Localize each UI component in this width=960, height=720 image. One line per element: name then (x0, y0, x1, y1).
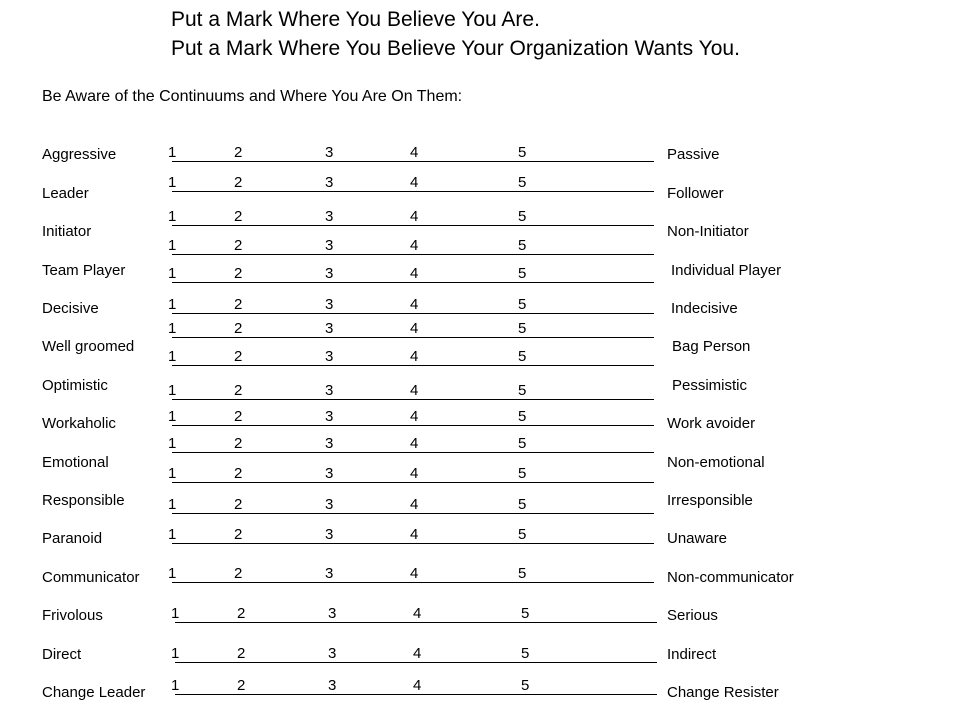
scale-number: 1 (168, 465, 177, 482)
rating-scale-row[interactable] (168, 349, 658, 369)
scale-number: 2 (237, 677, 246, 694)
scale-number: 5 (521, 605, 530, 622)
scale-number: 3 (325, 296, 334, 313)
scale-number: 5 (518, 565, 527, 582)
left-label: Emotional (42, 454, 109, 471)
left-label: Communicator (42, 569, 140, 586)
scale-number: 5 (518, 496, 527, 513)
scale-number: 5 (521, 677, 530, 694)
rating-scale-row[interactable] (168, 321, 658, 341)
scale-number: 1 (168, 526, 177, 543)
rating-scale-row[interactable] (168, 238, 658, 258)
scale-line (175, 622, 657, 623)
scale-number: 2 (234, 408, 243, 425)
scale-line (172, 425, 654, 426)
scale-number: 1 (171, 605, 180, 622)
scale-number: 1 (168, 174, 177, 191)
scale-line (172, 191, 654, 192)
scale-number: 3 (325, 465, 334, 482)
scale-number: 1 (168, 382, 177, 399)
right-label: Indirect (667, 646, 717, 663)
scale-number: 2 (234, 565, 243, 582)
left-label: Frivolous (42, 607, 103, 624)
rating-scale-row[interactable] (168, 266, 658, 286)
scale-line (172, 482, 654, 483)
left-label: Aggressive (42, 146, 117, 163)
scale-number: 1 (168, 408, 177, 425)
scale-number: 1 (168, 237, 177, 254)
scale-line (172, 225, 654, 226)
scale-number: 3 (325, 496, 334, 513)
scale-number: 5 (518, 237, 527, 254)
title-line-1: Put a Mark Where You Believe You Are. (171, 8, 540, 31)
rating-scale-row[interactable] (168, 209, 658, 229)
scale-number: 3 (325, 174, 334, 191)
scale-line (172, 543, 654, 544)
scale-number: 4 (410, 144, 419, 161)
scale-number: 4 (410, 208, 419, 225)
scale-number: 1 (168, 496, 177, 513)
right-label: Change Resister (667, 684, 779, 701)
rating-scale-row[interactable] (168, 566, 658, 586)
right-label: Non-communicator (667, 569, 794, 586)
scale-number: 2 (234, 265, 243, 282)
scale-line (172, 313, 654, 314)
scale-line (175, 694, 657, 695)
scale-number: 1 (168, 348, 177, 365)
scale-number: 4 (410, 237, 419, 254)
scale-number: 5 (518, 348, 527, 365)
scale-number: 2 (234, 435, 243, 452)
left-label: Decisive (42, 300, 99, 317)
scale-number: 1 (171, 677, 180, 694)
scale-line (172, 582, 654, 583)
right-label: Non-Initiator (667, 223, 749, 240)
scale-number: 4 (410, 565, 419, 582)
scale-number: 5 (518, 320, 527, 337)
scale-number: 3 (328, 605, 337, 622)
rating-scale-row[interactable] (171, 646, 661, 666)
left-label: Workaholic (42, 415, 116, 432)
scale-line (172, 282, 654, 283)
scale-number: 4 (410, 382, 419, 399)
scale-number: 5 (518, 296, 527, 313)
scale-number: 5 (518, 174, 527, 191)
rating-scale-row[interactable] (168, 527, 658, 547)
left-label: Optimistic (42, 377, 108, 394)
scale-number: 4 (410, 526, 419, 543)
scale-number: 2 (234, 465, 243, 482)
scale-number: 3 (325, 144, 334, 161)
rating-scale-row[interactable] (168, 436, 658, 456)
right-label: Serious (667, 607, 718, 624)
right-label: Indecisive (671, 300, 738, 317)
left-label: Team Player (42, 262, 126, 279)
scale-number: 4 (410, 348, 419, 365)
right-label: Irresponsible (667, 492, 753, 509)
left-label: Well groomed (42, 338, 135, 355)
scale-number: 4 (410, 435, 419, 452)
scale-number: 5 (518, 465, 527, 482)
scale-number: 2 (234, 526, 243, 543)
scale-number: 3 (325, 237, 334, 254)
scale-number: 1 (171, 645, 180, 662)
scale-number: 3 (325, 526, 334, 543)
scale-number: 3 (325, 348, 334, 365)
scale-number: 2 (234, 237, 243, 254)
scale-number: 1 (168, 296, 177, 313)
left-label: Direct (42, 646, 82, 663)
right-label: Individual Player (671, 262, 782, 279)
right-label: Work avoider (667, 415, 756, 432)
left-label: Responsible (42, 492, 125, 509)
scale-number: 1 (168, 320, 177, 337)
scale-number: 4 (413, 677, 422, 694)
rating-scale-row[interactable] (168, 383, 658, 403)
scale-line (172, 254, 654, 255)
scale-number: 3 (325, 208, 334, 225)
scale-number: 4 (410, 465, 419, 482)
scale-number: 2 (234, 208, 243, 225)
right-label: Pessimistic (672, 377, 748, 394)
left-label: Leader (42, 185, 89, 202)
scale-number: 5 (518, 408, 527, 425)
scale-number: 4 (410, 174, 419, 191)
scale-number: 5 (518, 382, 527, 399)
scale-line (172, 337, 654, 338)
scale-number: 3 (325, 408, 334, 425)
scale-number: 3 (325, 265, 334, 282)
scale-number: 2 (237, 645, 246, 662)
scale-number: 4 (413, 605, 422, 622)
scale-line (172, 513, 654, 514)
rating-scale-row[interactable] (168, 175, 658, 195)
scale-number: 4 (410, 265, 419, 282)
scale-number: 2 (234, 144, 243, 161)
left-label: Paranoid (42, 530, 103, 547)
scale-number: 1 (168, 265, 177, 282)
scale-number: 5 (518, 144, 527, 161)
right-label: Follower (667, 185, 724, 202)
scale-number: 3 (325, 382, 334, 399)
scale-number: 5 (521, 645, 530, 662)
scale-number: 3 (328, 677, 337, 694)
scale-number: 4 (410, 320, 419, 337)
rating-scale-row[interactable] (168, 466, 658, 486)
title-line-2: Put a Mark Where You Believe Your Organization Wants You. (171, 37, 740, 60)
rating-scale-row[interactable] (171, 678, 661, 698)
scale-line (172, 161, 654, 162)
rating-scale-row[interactable] (168, 145, 658, 165)
rating-scale-row[interactable] (168, 409, 658, 429)
scale-number: 1 (168, 565, 177, 582)
scale-number: 2 (234, 320, 243, 337)
scale-line (172, 399, 654, 400)
scale-number: 4 (410, 296, 419, 313)
scale-number: 3 (328, 645, 337, 662)
instruction-text: Be Aware of the Continuums and Where You Are On Them: (42, 88, 463, 105)
scale-number: 2 (234, 348, 243, 365)
scale-number: 4 (410, 408, 419, 425)
scale-number: 3 (325, 320, 334, 337)
scale-line (172, 365, 654, 366)
right-label: Passive (667, 146, 720, 163)
scale-number: 2 (237, 605, 246, 622)
scale-number: 4 (410, 496, 419, 513)
scale-number: 3 (325, 435, 334, 452)
scale-number: 5 (518, 208, 527, 225)
rating-scale-row[interactable] (168, 297, 658, 317)
scale-number: 2 (234, 496, 243, 513)
scale-number: 1 (168, 208, 177, 225)
left-label: Initiator (42, 223, 92, 240)
right-label: Bag Person (672, 338, 751, 355)
scale-number: 5 (518, 435, 527, 452)
scale-number: 2 (234, 174, 243, 191)
right-label: Non-emotional (667, 454, 765, 471)
scale-number: 5 (518, 265, 527, 282)
scale-number: 2 (234, 382, 243, 399)
scale-number: 2 (234, 296, 243, 313)
scale-line (172, 452, 654, 453)
scale-number: 1 (168, 435, 177, 452)
scale-number: 3 (325, 565, 334, 582)
scale-number: 4 (413, 645, 422, 662)
right-label: Unaware (667, 530, 728, 547)
rating-scale-row[interactable] (168, 497, 658, 517)
rating-scale-row[interactable] (171, 606, 661, 626)
scale-line (175, 662, 657, 663)
scale-number: 5 (518, 526, 527, 543)
left-label: Change Leader (42, 684, 146, 701)
scale-number: 1 (168, 144, 177, 161)
